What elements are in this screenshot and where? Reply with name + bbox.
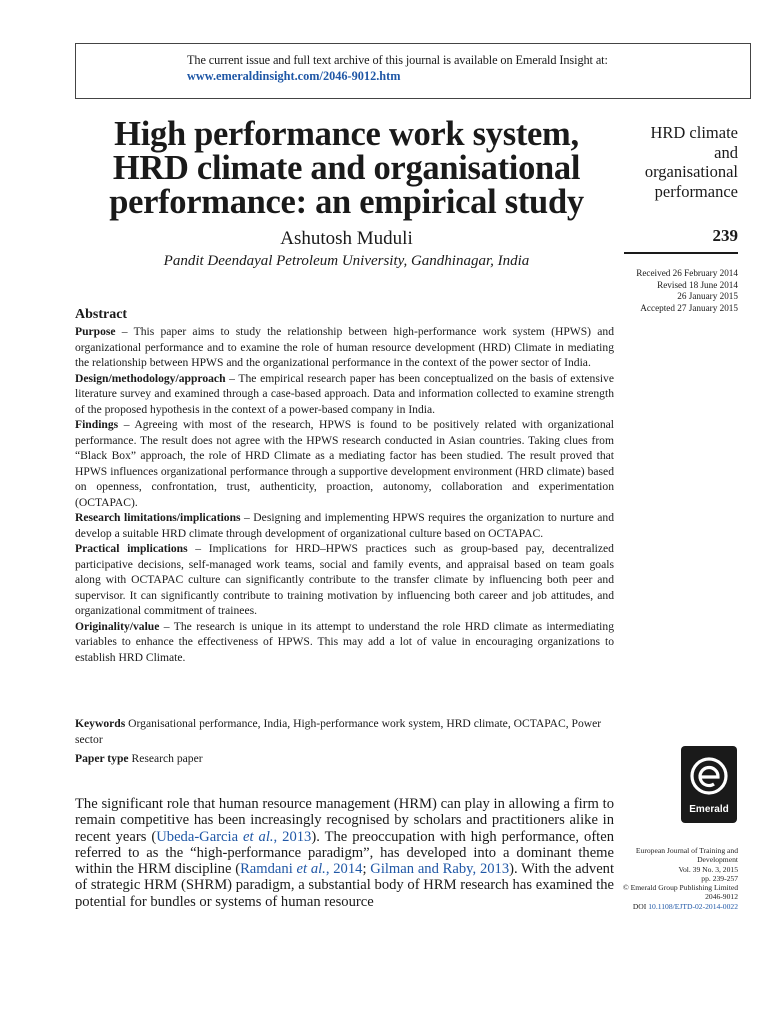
abstract-findings: [75, 417, 614, 510]
running-title-line: organisational: [644, 162, 738, 181]
page-number: 239: [712, 226, 738, 245]
citation-etal: et al.: [243, 828, 274, 845]
citation-author: Ramdani: [240, 861, 297, 878]
abstract-heading: Abstract: [75, 307, 128, 322]
journal-volume: Vol. 39 No. 3, 2015: [678, 864, 738, 874]
section-text: – Agreeing with most of the research, HPWS is found to be positively related with organizational performance. The result does not agree with the HPWS research conducted in Asian countries. Taking clues from “Black Box” approach, the role of HRD Climate as a mediating factor has been studied. The result proved that HPWS influences organizational performance through a supportive development environment (HRD climate) based on openness, confrontation, trust, authenticity, proaction, autonomy, collaboration and experimentation (OCTAPAC).: [75, 418, 614, 509]
article-title: [74, 117, 619, 219]
journal-pages: pp. 239-257: [701, 873, 738, 883]
abstract-practical: [75, 541, 614, 619]
abstract-design: [75, 371, 614, 418]
journal-issn: 2046-9012: [705, 892, 738, 902]
submission-dates: [600, 268, 738, 314]
intro-text: ). With the advent of strategic HRM (SHRM) paradigm, a substantial body of HRM research has examined the potential for bundles or systems of human resource: [75, 861, 615, 910]
paper-type-text: Research paper: [128, 752, 203, 765]
emerald-logo-text: Emerald: [689, 804, 729, 815]
abstract-limitations: [75, 510, 614, 541]
section-label: Findings: [75, 418, 119, 431]
section-label: Practical implications: [75, 542, 188, 555]
section-text: – This paper aims to study the relationship between high-performance work system (HPWS) and organizational performance and to examine the role of human resource development (HRD) Climate in mediating the relationship between HPWS and the organizational performance in the context of the power sector of India.: [75, 325, 614, 369]
citation-ramdani[interactable]: [240, 861, 362, 877]
citation-year: , 2014: [325, 861, 363, 878]
date-revised-2: 26 January 2015: [677, 291, 738, 301]
divider-rule: [624, 252, 738, 254]
section-label: Research limitations/implications: [75, 511, 241, 524]
paper-type-label: Paper type: [75, 752, 129, 765]
abstract-purpose: [75, 324, 614, 371]
title-line: HRD climate and organisational: [112, 149, 581, 187]
abstract-body: [75, 324, 614, 665]
journal-name: European Journal of Training and Development: [635, 846, 738, 865]
keywords-text: Organisational performance, India, High-performance work system, HRD climate, OCTAPAC, Power sector: [75, 717, 602, 746]
title-line: performance: an empirical study: [109, 183, 584, 221]
emerald-logo: [681, 746, 737, 823]
doi-link[interactable]: 10.1108/EJTD-02-2014-0022: [648, 901, 738, 911]
archive-banner: [75, 43, 751, 99]
intro-text: ). The preoccupation with high performance, often referred to as the “high-performance paradigm”, has developed into a dominant theme within the HRM discipline (: [75, 828, 615, 878]
intro-text: ;: [362, 861, 371, 878]
date-accepted: Accepted 27 January 2015: [640, 302, 738, 313]
intro-paragraph: [75, 796, 614, 910]
section-text: – Implications for HRD–HPWS practices such as group-based pay, decentralized participative decisions, self-managed work teams, social and family events, and appraisal based on team goals along with OCTAPAC culture can significantly contribute to the transfer climate by influencing both peer and supervisor. It can significantly contribute to training motivation by influencing both career and job attitudes, and organizational commitment of trainees.: [75, 542, 614, 617]
running-title: [600, 123, 738, 201]
keywords-label: Keywords: [75, 717, 126, 730]
intro-text: The significant role that human resource management (HRM) can play in allowing a firm to remain competitive has been increasingly recognised by scholars and practitioners alike in recent years (: [75, 796, 614, 845]
archive-url-link[interactable]: www.emeraldinsight.com/2046-9012.htm: [187, 69, 401, 83]
emerald-e-icon: [689, 753, 729, 799]
citation-etal: et al.: [296, 861, 326, 878]
paper-type: [75, 751, 614, 767]
author-affiliation: Pandit Deendayal Petroleum University, Gandhinagar, India: [163, 253, 530, 269]
date-received: Received 26 February 2014: [636, 268, 738, 278]
doi-label: DOI: [632, 901, 647, 911]
journal-info: [600, 846, 738, 911]
section-label: Originality/value: [75, 619, 160, 633]
title-line: High performance work system,: [114, 115, 579, 153]
author-name: Ashutosh Muduli: [280, 228, 413, 249]
citation-year: , 2013: [273, 828, 312, 845]
keywords: [75, 716, 614, 747]
section-label: Purpose: [75, 325, 116, 338]
section-text: – The research is unique in its attempt to understand the role HRD climate as intermediating variables to enhance the effectiveness of HPWS. This may add a lot of value in encouraging organizations to establish HRD Climate.: [75, 619, 614, 664]
running-title-line: and: [714, 142, 738, 162]
journal-copyright: © Emerald Group Publishing Limited: [622, 883, 738, 893]
date-revised: Revised 18 June 2014: [657, 279, 738, 290]
archive-notice: The current issue and full text archive of this journal is available on Emerald Insight at:: [187, 53, 608, 67]
journal-doi: [600, 902, 738, 911]
section-text: – The empirical research paper has been conceptualized on the basis of extensive literature survey and examined through a case-based approach. Data and information collected to examine strength of the proposed hypothesis in the context of a power-based company in India.: [75, 371, 614, 416]
citation-gilman-raby[interactable]: Gilman and Raby, 2013: [370, 861, 510, 878]
abstract-originality: [75, 619, 614, 666]
section-text: – Designing and implementing HPWS requires the organization to nurture and develop a suitable HRD climate through development of organizational culture based on OCTAPAC.: [75, 511, 614, 540]
citation-ubeda-garcia[interactable]: [156, 829, 311, 845]
citation-author: Ubeda-Garcia: [156, 828, 244, 845]
running-title-line: performance: [654, 181, 738, 201]
running-title-line: HRD climate: [650, 123, 738, 142]
section-label: Design/methodology/approach: [75, 371, 226, 385]
